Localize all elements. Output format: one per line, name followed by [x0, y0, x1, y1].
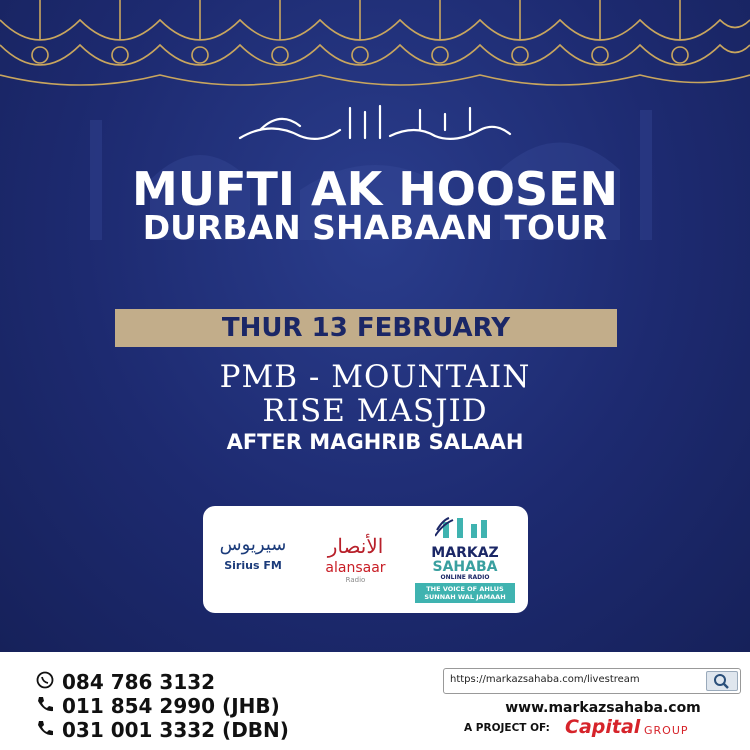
phone-number-text: 011 854 2990 (JHB) [62, 694, 280, 718]
phone-icon [36, 695, 56, 717]
islamic-pattern-border [0, 0, 750, 100]
sirius-fm-label: Sirius FM [224, 559, 282, 572]
capital-brand: Capital [565, 716, 641, 738]
tour-title: DURBAN SHABAAN TOUR [142, 208, 608, 247]
dbn-phone-number[interactable] [36, 718, 289, 742]
project-label: A PROJECT OF: [464, 722, 550, 734]
markaz-tagline: THE VOICE OF AHLUS SUNNAH WAL JAMAAH [415, 583, 515, 603]
speaker-title: MUFTI AK HOOSEN [131, 162, 619, 216]
sahaba-label: SAHABA [432, 559, 498, 575]
phone-icon [36, 719, 56, 741]
livestream-url: https://markazsahaba.com/livestream [450, 674, 640, 685]
markaz-arabic-logo-icon [435, 516, 495, 542]
event-date: THUR 13 FEBRUARY [115, 309, 617, 347]
sirius-fm-logo [213, 534, 293, 594]
whatsapp-number[interactable] [36, 670, 215, 694]
event-venue [0, 360, 750, 428]
livestream-url-bar[interactable] [443, 668, 741, 694]
online-radio-label: ONLINE RADIO [440, 574, 490, 581]
markaz-label: MARKAZ [431, 545, 499, 561]
phone-number-text: 084 786 3132 [62, 670, 216, 694]
whatsapp-icon [36, 671, 56, 693]
search-button[interactable] [706, 671, 738, 691]
bismillah-calligraphy [230, 100, 520, 148]
alansaar-sub-label: Radio [345, 576, 366, 584]
markaz-sahaba-logo [415, 516, 515, 608]
venue-line-2: RISE MASJID [262, 393, 488, 429]
radio-logos-card [203, 506, 528, 613]
alansaar-label: alansaar [325, 560, 386, 576]
venue-line-1: PMB - MOUNTAIN [219, 359, 531, 395]
sirius-arabic-logo-icon: سيريوس [219, 534, 287, 555]
phone-number-text: 031 001 3332 (DBN) [62, 718, 289, 742]
search-icon [707, 672, 737, 690]
group-brand-suffix: GROUP [644, 724, 689, 737]
jhb-phone-number[interactable] [36, 694, 280, 718]
alansaar-arabic-logo-icon: الأنصار [327, 534, 384, 558]
alansaar-radio-logo [308, 534, 403, 594]
event-time: AFTER MAGHRIB SALAAH [226, 430, 524, 454]
website-link[interactable]: www.markazsahaba.com [505, 700, 701, 716]
